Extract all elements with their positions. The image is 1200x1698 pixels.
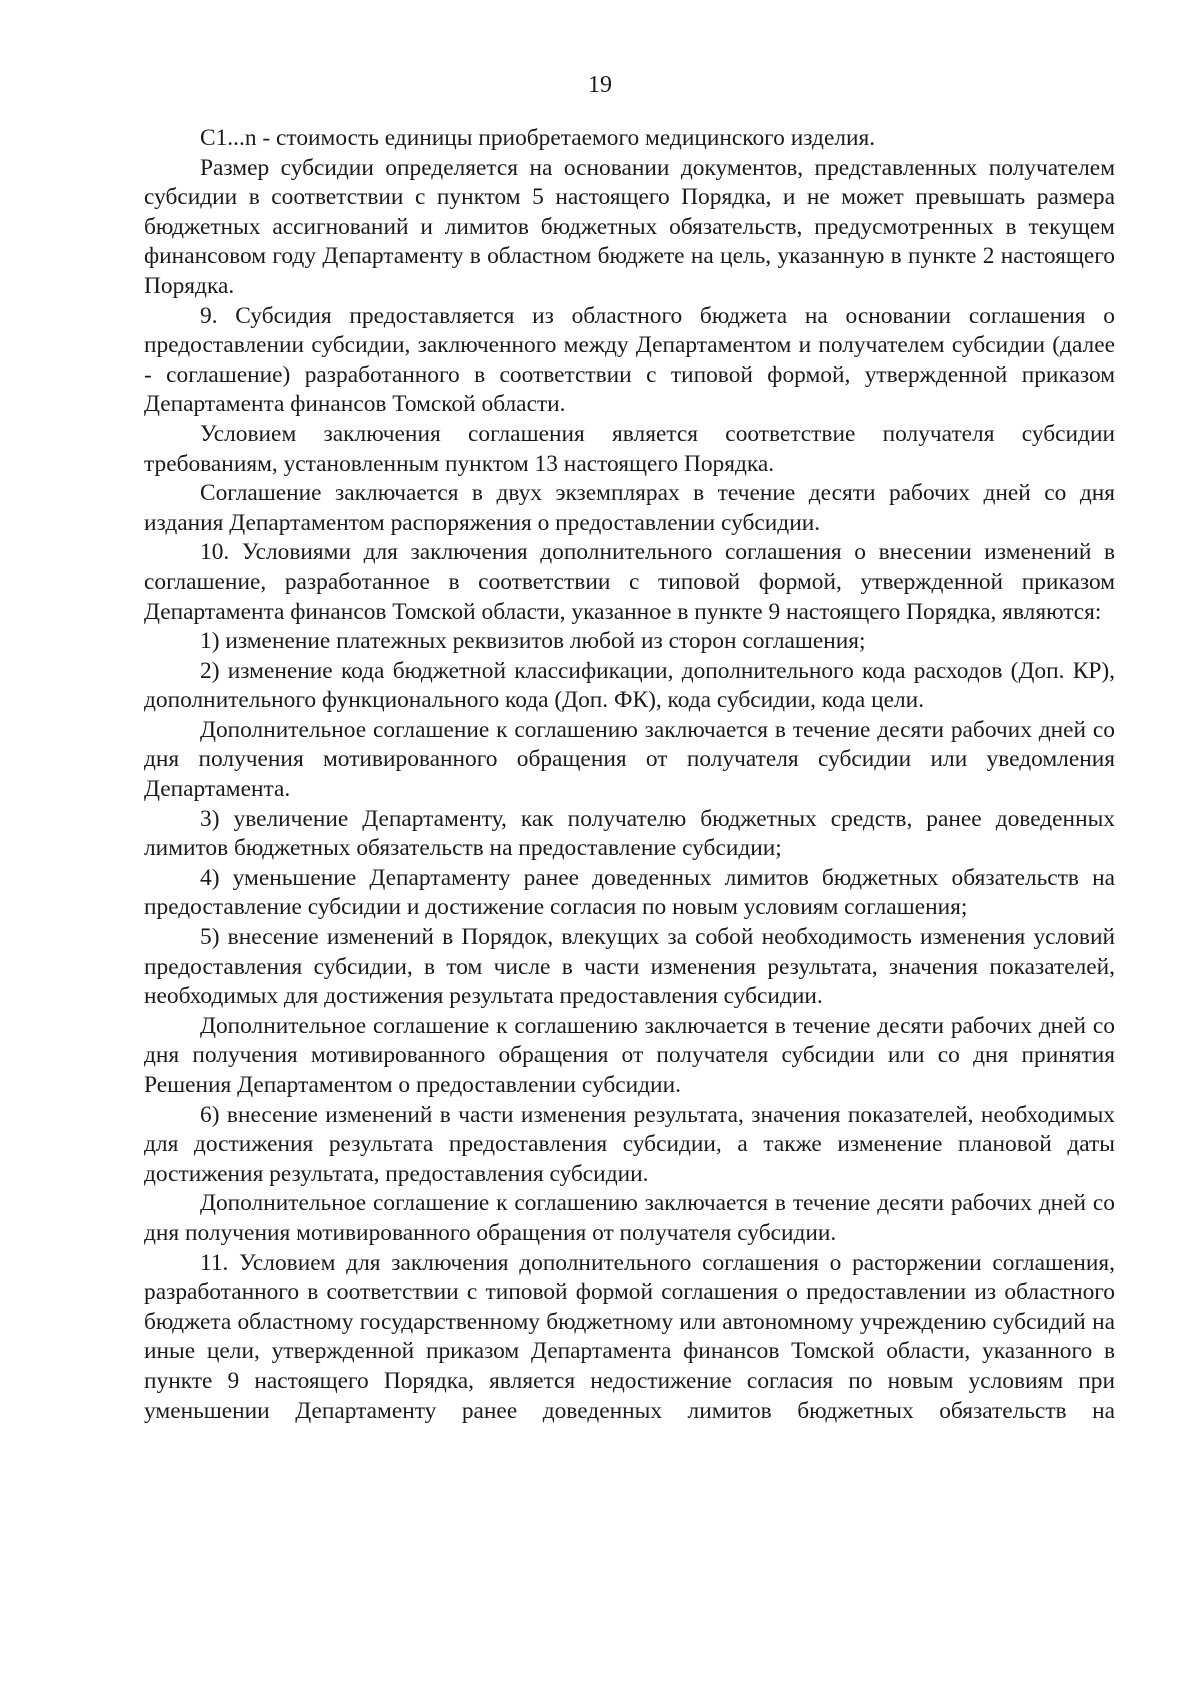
paragraph-item-11: 11. Условием для заключения дополнительного соглашения о расторжении соглашения, разработанного в соответствии с типовой формой соглашения о предоставлении из областного бюджета областному государственному бюджетному или автономному учреждению субсидий на иные цели, утвержденной приказом Департамента финансов Томской области, указанного в пункте 9 настоящего Порядка, является недостижение согласия по новым условиям при уменьшении Департаменту ранее доведенных лимитов бюджетных обязательств на [144,1249,1115,1424]
paragraph-subitem-6: 6) внесение изменений в части изменения результата, значения показателей, необходимых для достижения результата предоставления субсидии, а также изменение плановой даты достижения результата, предоставления субсидии. [144,1101,1115,1187]
paragraph-unit-cost: С1...n - стоимость единицы приобретаемого медицинского изделия. [200,125,876,151]
paragraph-supplementary-1: Дополнительное соглашение к соглашению заключается в течение десяти рабочих дней со дня получения мотивированного обращения от получателя субсидии или уведомления Департамента. [144,716,1115,803]
paragraph-agreement-copies: Соглашение заключается в двух экземплярах в течение десяти рабочих дней со дня издания Департаментом распоряжения о предоставлении субсидии. [144,480,1115,536]
paragraph-subitem-5: 5) внесение изменений в Порядок, влекущих за собой необходимость изменения условий предоставления субсидии, в том числе в части изменения результата, значения показателей, необходимых для достижения результата предоставления субсидии. [144,924,1115,1010]
paragraph-subitem-1: 1) изменение платежных реквизитов любой из сторон соглашения; [200,628,866,655]
paragraph-subitem-2: 2) изменение кода бюджетной классификации, дополнительного кода расходов (Доп. КР), дополнительного функционального кода (Доп. ФК), кода субсидии, кода цели. [144,657,1115,714]
paragraph-agreement-condition: Условием заключения соглашения является соответствие получателя субсидии требованиям, установленным пунктом 13 настоящего Порядка. [144,420,1115,477]
paragraph-subitem-4: 4) уменьшение Департаменту ранее доведенных лимитов бюджетных обязательств на предоставление субсидии и достижение согласия по новым условиям соглашения; [144,864,1115,921]
paragraph-item-10: 10. Условиями для заключения дополнительного соглашения о внесении изменений в соглашение, разработанное в соответствии с типовой формой, утвержденной приказом Департамента финансов Томской области, указанное в пункте 9 настоящего Порядка, являются: [144,539,1115,625]
paragraph-subitem-3: 3) увеличение Департаменту, как получателю бюджетных средств, ранее доведенных лимитов бюджетных обязательств на предоставление субсидии; [144,805,1115,862]
paragraph-subsidy-size: Размер субсидии определяется на основании документов, представленных получателем субсидии в соответствии с пунктом 5 настоящего Порядка, и не может превышать размера бюджетных ассигнований и лимитов бюджетных обязательств, предусмотренных в текущем финансовом году Департаменту в областном бюджете на цель, указанную в пункте 2 настоящего Порядка. [144,154,1115,299]
paragraph-supplementary-3: Дополнительное соглашение к соглашению заключается в течение десяти рабочих дней со дня получения мотивированного обращения от получателя субсидии. [144,1190,1115,1246]
page-number: 19 [588,72,612,98]
document-body [144,124,1115,1426]
paragraph-item-9: 9. Субсидия предоставляется из областного бюджета на основании соглашения о предоставлении субсидии, заключенного между Департаментом и получателем субсидии (далее - соглашение) разработанного в соответствии с типовой формой, утвержденной приказом Департамента финансов Томской области. [144,302,1115,418]
paragraph-supplementary-2: Дополнительное соглашение к соглашению заключается в течение десяти рабочих дней со дня получения мотивированного обращения от получателя субсидии или со дня принятия Решения Департаментом о предоставлении субсидии. [144,1012,1115,1098]
